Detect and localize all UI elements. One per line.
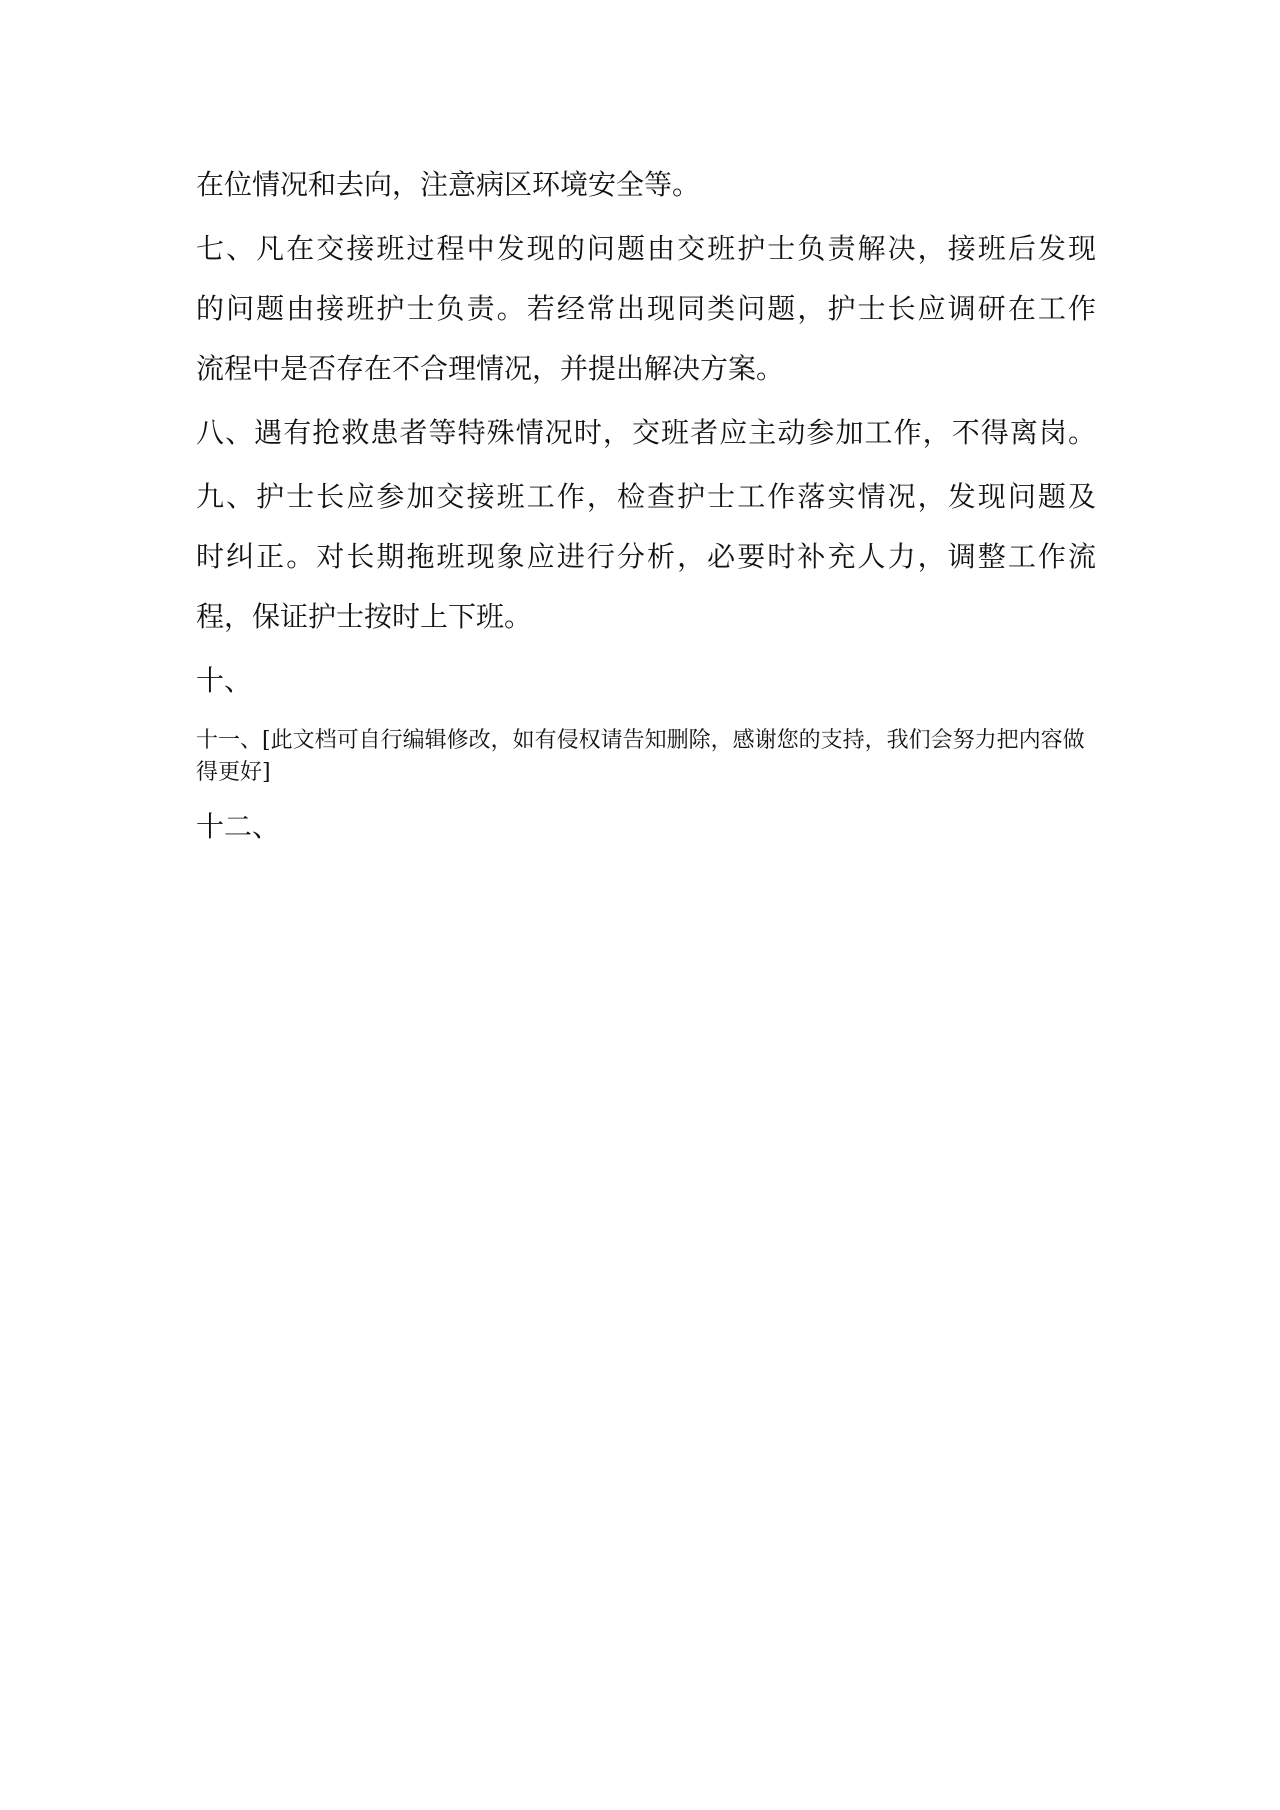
paragraph-item-7 — [196, 219, 1096, 399]
paragraph-item-8 — [196, 403, 1096, 463]
text-line: 八、遇有抢救患者等特殊情况时，交班者应主动参加工作，不得离岗。 — [196, 416, 1096, 449]
text-line: 十二、 — [196, 810, 281, 843]
text-line: 程，保证护士按时上下班。 — [196, 600, 533, 633]
text-line: 七、凡在交接班过程中发现的问题由交班护士负责解决，接班后发现 — [196, 232, 1096, 265]
paragraph-continuation — [196, 155, 1096, 215]
paragraph-item-9 — [196, 467, 1096, 647]
text-line: 时纠正。对长期拖班现象应进行分析，必要时补充人力，调整工作流 — [196, 540, 1096, 573]
paragraph-item-11 — [196, 725, 1096, 789]
paragraph-item-12 — [196, 797, 1096, 857]
paragraph-item-10 — [196, 651, 1096, 711]
text-line: 在位情况和去向，注意病区环境安全等。 — [196, 168, 701, 201]
text-line: 九、护士长应参加交接班工作，检查护士工作落实情况，发现问题及 — [196, 480, 1096, 513]
text-line: 的问题由接班护士负责。若经常出现同类问题，护士长应调研在工作 — [196, 292, 1096, 325]
text-line: 十、 — [196, 664, 253, 697]
editable-notice: 十一、[此文档可自行编辑修改，如有侵权请告知删除，感谢您的支持，我们会努力把内容做得更好] — [196, 728, 1085, 785]
document-body — [196, 155, 1096, 857]
text-line: 流程中是否存在不合理情况，并提出解决方案。 — [196, 352, 785, 385]
